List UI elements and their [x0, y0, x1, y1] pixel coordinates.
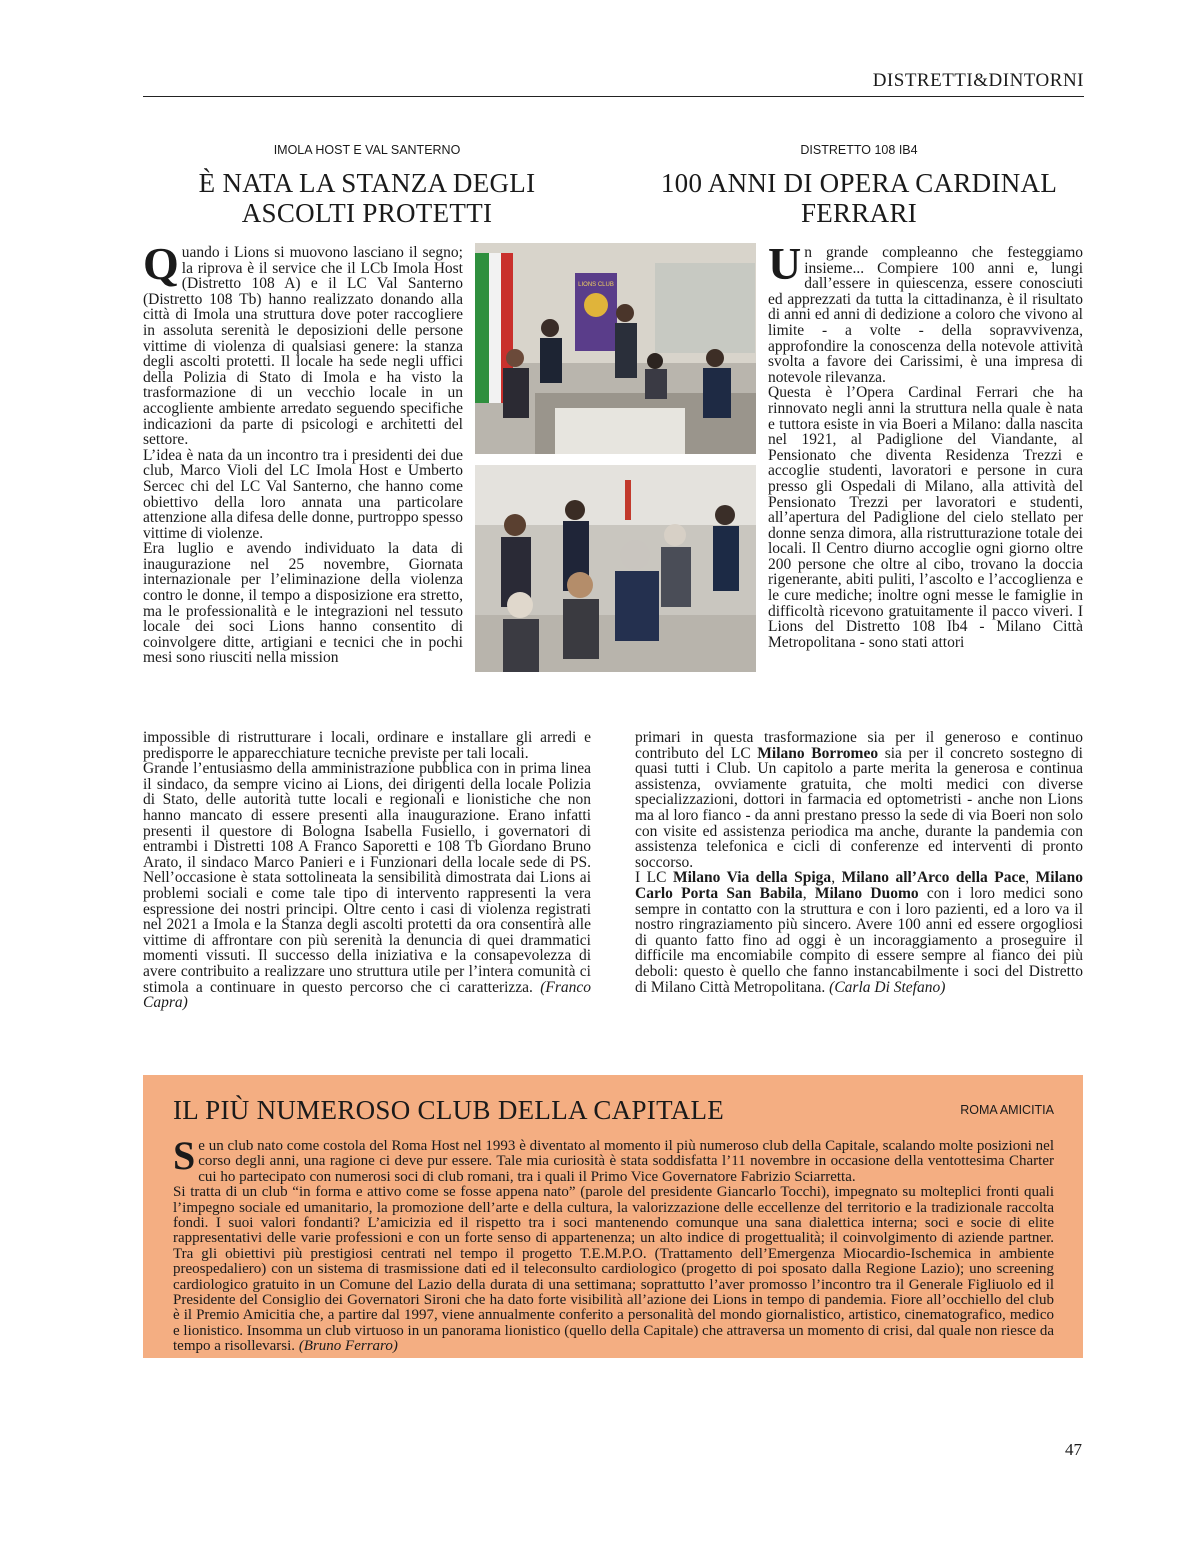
left-paragraph-3: Era luglio e avendo individuato la data di inaugurazione nel 25 novembre, Giornata internazionale per l’eliminazione della violenza contro le donne, il tempo a disposizione era stretto, ma le professionalità e le integrazioni nel tessuto locale dei soci Lions hanno consentito di coinvolgere ditte, artigiani e tecnici che in pochi mesi sono riusciti nella mission [143, 540, 463, 667]
photo-meeting-room [475, 243, 756, 454]
right-paragraph-3 [635, 870, 1083, 995]
right-headline-line2: FERRARI [800, 198, 918, 228]
right-paragraph-2-continued [635, 730, 1083, 870]
right-p3-sep-3: , [802, 884, 815, 902]
photo1-banner-text: LIONS CLUB [578, 282, 614, 288]
photo-audience [475, 465, 756, 672]
right-p3-a: I LC [635, 869, 673, 887]
box-paragraph-2 [173, 1185, 1054, 1354]
left-paragraph-4 [143, 761, 591, 1011]
right-p3-club-4: Milano Duomo [814, 884, 919, 902]
right-paragraph-2: Questa è l’Opera Cardinal Ferrari che ha rinnovato negli anni la struttura nella quale è nata e tuttora esiste in via Boeri a Milano: dalla nascita nel 1921, al Padiglione del Viandante, al Pensionato che diventa Residenza Trezzi e accoglie studenti, lavoratori e persone in cura presso gli Ospedali di Milano, alla attività del Pensionato Trezzi per lavoratori e studenti, all’apertura del Padiglione del cielo stellato per donne senza dimora, alla ristrutturazione totale dei locali. Il Centro diurno accoglie ogni giorno oltre 200 persone che oltre al cibo, trovano la doccia rigenerante, abiti puliti, l’ascolto e l’accoglienza e le cure mediche; inoltre ogni messe le famiglie in difficoltà ricevono gratuitamente il pacco viveri. I Lions del Distretto 108 Ib4 - Milano Città Metropolitana - sono stati attori [768, 384, 1083, 651]
left-paragraph-4-text: Grande l’entusiasmo della amministrazione pubblica con in prima linea il sindaco, da sempre vicino ai Lions, dei dirigenti della locale Polizia di Stato, delle autorità tutte locali e regionali e lionistiche che non hanno mancato di essere presenti alla inaugurazione. Erano infatti presenti il questore di Bologna Isabella Fusiello, i governatori di entrambi i Distretti 108 A Franco Saporetti e 108 Tb Giordano Bruno Arato, il sindaco Marco Panieri e i Funzionari della locale sede di PS. Nell’occasione è stata sottolineata la sensibilità dimostrata dai Lions ai problemi sociali e come tale tipo di intervento rappresenti la vera espressione dei nostri principi. Oltre cento i casi di violenza registrati nel 2021 a Imola e la Stanza degli ascolti protetti da ora consentirà alle vittime di affrontare con più serenità la denuncia di quei drammatici momenti vissuti. Il successo della iniziativa e la consapevolezza di avere contribuito a realizzare uno struttura utile per l’intera comunità ci stimola a continuare in questo percorso che ci caratterizza. [143, 760, 591, 996]
right-article-credit: (Carla Di Stefano) [829, 978, 946, 996]
right-p2-cont-b: sia per il concreto sostegno di quasi tutti i Club. Un capitolo a parte merita la generosa e continua assistenza, ovviamente gratuita, che molti medici con diverse specializzazioni, dottori in farmacia ed optometristi - anche non Lions ma al loro fianco - da anni prestano presso la sede di via Boeri non solo con visite ed assistenza periodica ma anche, durante la pandemia con assistenza telefonica e cicli di conferenze ed interventi di pronto soccorso. [635, 744, 1083, 871]
top-rule [143, 96, 1084, 97]
right-p3-sep-2: , [1025, 869, 1036, 887]
right-paragraph-1: n grande compleanno che festeggiamo insieme... Compiere 100 anni e, lungi dall’essere in quiescenza, essere conosciuti ed apprezzati da tutta la cittadinanza, è il risultato di anni ed anni di dedizione a coloro che vivono al limite - a volte - della sopravvivenza, approfondire la conoscenza della notevole attività svolta a favore dei Carissimi, è una impresa di notevole rilevanza. [768, 244, 1083, 386]
right-article-body-wide [635, 730, 1083, 995]
right-p3-club-1: Milano Via della Spiga [672, 869, 832, 887]
box-headline: IL PIÙ NUMEROSO CLUB DELLA CAPITALE [173, 1095, 725, 1125]
left-headline-line2: ASCOLTI PROTETTI [241, 198, 493, 228]
right-dropcap: U [768, 238, 802, 289]
left-article-body [143, 238, 463, 667]
right-headline-line1: 100 ANNI DI OPERA CARDINAL [660, 168, 1058, 198]
right-p3-club-2: Milano all’Arco della Pace [841, 869, 1026, 887]
box-paragraph-2-text: Si tratta di un club “in forma e attivo come se fosse appena nato” (parole del presidente Giancarlo Tocchi), impegnato su molteplici fronti quali l’impegno sociale ed umanitario, la promozione dell’arte e della cultura, la valorizzazione delle eccellenze del territorio e la tradizionale raccolta fondi. I suoi valori fondanti? L’amicizia ed il rispetto tra i soci mantenendo comunque una sana dialettica interna; soci e socie di elite rappresentativi delle varie professioni e con un forte senso di appartenenza; un alto indice di progettualità; il coinvolgimento di aziende partner. Tra gli obiettivi più prestigiosi centrati nel tempo il progetto T.E.M.P.O. (Trattamento dell’Emergenza Miocardio-Ischemica in ambiente preospedaliero) con un sistema di trasmissione dati ed il teleconsulto cardiologico (progetto di poi sposato dalla Regione Lazio); uno screening cardiologico gratuito in un Comune del Lazio della durata di una settimana; soprattutto l’aver promosso l’incontro tra il Generale Figliuolo ed il Presidente del Consiglio dei Governatori Sironi che ha dato forte visibilità all’azione dei Lions in tempo di pandemia. Fiore all’occhiello del club è il Premio Amicitia che, a partire dal 1997, viene annualmente conferito a personalità del mondo giornalistico, artistico, cinematografico, medico e lionistico. Insomma un club virtuoso in un panorama lionistico (quello della Capitale) che attraversa un momento di crisi, dal quale non riesce da tempo a risollevarsi. [173, 1184, 1055, 1355]
right-p3-sep-1: , [831, 869, 842, 887]
left-article-body-wide [143, 730, 591, 1011]
left-article-credit: (Franco Capra) [143, 978, 592, 1012]
page-number: 47 [1065, 1440, 1082, 1459]
left-paragraph-1: uando i Lions si muovono lasciano il segno; la riprova è il service che il LCb Imola Host (Distretto 108 A) e il LC Val Santerno (Distretto 108 Tb) hanno realizzato donando alla città di Imola una struttura dove poter raccogliere in assoluta serenità le deposizioni delle persone vittime di violenza di qualsiasi genere: la stanza degli ascolti protetti. Il locale ha sede negli uffici della Polizia di Stato di Imola e ha visto la trasformazione di un vecchio locale in un accogliente ambiente arredato seguendo specifiche indicazioni da parte di psicologi e architetti del settore. [143, 244, 463, 449]
section-title: DISTRETTI&DINTORNI [872, 70, 1084, 91]
left-article-headline [143, 168, 591, 228]
box-paragraph-1: e un club nato come costola del Roma Host nel 1993 è diventato al momento il più numeroso club della Capitale, scalando molte posizioni nel corso degli anni, una ragione ci deve pur essere. Tale mia curiosità è stata soddisfatta l’11 novembre in occasione della ventottesima Charter cui ho partecipato con numerosi soci di club romani, tra i quali il Primo Vice Governatore Fabrizio Sciarretta. [198, 1138, 1054, 1185]
right-p3-club-3: Milano Carlo Porta San Babila [635, 869, 1084, 902]
left-dropcap: Q [143, 238, 179, 289]
left-article-kicker: IMOLA HOST E VAL SANTERNO [273, 143, 461, 157]
right-p2-bold-club: Milano Borromeo [757, 744, 879, 762]
box-credit: (Bruno Ferraro) [298, 1338, 398, 1355]
photo-audience-image [475, 465, 756, 672]
right-article-body [768, 238, 1083, 651]
right-article-headline [635, 168, 1083, 228]
left-paragraph-2: L’idea è nata da un incontro tra i presidenti dei due club, Marco Violi del LC Imola Host e Umberto Sercec chi del LC Val Santerno, che hanno come obiettivo della loro annata una particolare attenzione alla difesa delle donne, purtroppo spesso vittime di violenze. [143, 446, 463, 542]
photo-meeting-room-image [475, 243, 756, 454]
right-article-kicker: DISTRETTO 108 IB4 [800, 143, 918, 157]
right-p3-text: con i loro medici sono sempre in contatto con la struttura e con i loro pazienti, ed a loro va il nostro ringraziamento più sincero. Avere 100 anni ed essere orgogliosi di quanto fatto fino ad oggi è un incoraggiamento a proseguire il difficile ma encomiabile compito di essere sempre al fianco dei più deboli: questo è quello che fanno instancabilmente i soci del Distretto di Milano Città Metropolitana. [635, 884, 1083, 996]
left-headline-line1: È NATA LA STANZA DEGLI [198, 168, 536, 198]
left-paragraph-3-continued: impossible di ristrutturare i locali, ordinare e installare gli arredi e predisporre le apparecchiature tecniche previste per tali locali. [143, 729, 591, 762]
box-kicker: ROMA AMICITIA [960, 1103, 1054, 1117]
boxed-article [143, 1075, 1083, 1358]
right-p2-cont-a: primari in questa trasformazione sia per il generoso e continuo contributo del LC [635, 729, 1083, 762]
box-body [173, 1133, 1055, 1355]
box-dropcap: S [173, 1133, 196, 1178]
